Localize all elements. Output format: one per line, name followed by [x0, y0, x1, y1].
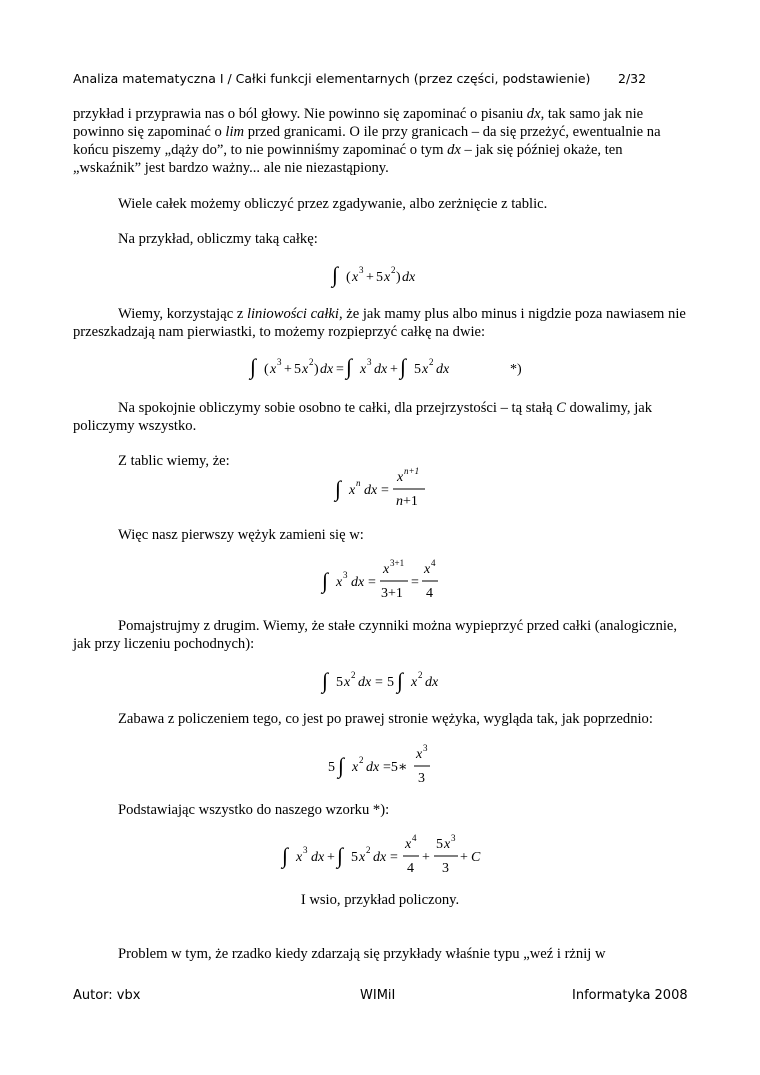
svg-text:x: x — [270, 362, 277, 377]
svg-text:): ) — [396, 270, 401, 285]
svg-text:4: 4 — [407, 861, 414, 876]
svg-text:3: 3 — [343, 570, 348, 580]
svg-text:3: 3 — [423, 743, 428, 753]
svg-text:=: = — [390, 850, 398, 865]
formula-second-integral — [326, 742, 446, 787]
svg-text:3: 3 — [442, 861, 449, 876]
svg-text:5: 5 — [387, 675, 394, 690]
svg-text:2: 2 — [351, 670, 356, 680]
svg-text:x: x — [352, 760, 359, 775]
svg-text:2: 2 — [359, 755, 364, 765]
svg-text:=: = — [368, 575, 376, 590]
svg-text:∫: ∫ — [400, 354, 407, 379]
paragraph-done: I wsio, przykład policzony. — [300, 892, 460, 908]
svg-text:dx: dx — [351, 575, 365, 590]
svg-text:+: + — [327, 850, 335, 865]
svg-text:=: = — [336, 362, 344, 377]
svg-text:5: 5 — [336, 675, 343, 690]
svg-text:x: x — [359, 850, 366, 865]
svg-text:C: C — [471, 850, 481, 865]
svg-text:3+1: 3+1 — [390, 558, 405, 568]
svg-text:2: 2 — [366, 845, 371, 855]
svg-text:dx: dx — [366, 760, 380, 775]
svg-text:3: 3 — [359, 265, 364, 275]
header-title: Analiza matematyczna I / Całki funkcji elementarnych (przez części, podstawienie) — [73, 71, 591, 86]
svg-text:∫: ∫ — [346, 354, 353, 379]
svg-text:dx: dx — [374, 362, 388, 377]
svg-text:5: 5 — [328, 760, 335, 775]
svg-text:=: = — [375, 675, 383, 690]
paragraph-linearity: Wiemy, korzystając z liniowości całki, że jak mamy plus albo minus i nigdzie poza nawiasem nie przeszkadzają nam pierwiastki, to możemy rozpieprzyć całkę na dwie: — [73, 306, 686, 340]
paragraph-guessing: Wiele całek możemy obliczyć przez zgadywanie, albo zerżnięcie z tablic. — [118, 196, 548, 212]
paragraph-intro: przykład i przyprawia nas o ból głowy. Nie powinno się zapominać o pisaniu dx, tak samo jak nie powinno się zapominać o lim przed granicami. O ile przy granicach – da się przeżyć, ewentualnie na końcu piszemy „dąży do”, to nie powinniśmy zapominać o tym dx – jak się później okaże, ten „wskaźnik” jest bardzo ważny... ale nie niezastąpiony. — [73, 106, 661, 176]
svg-text:5: 5 — [414, 362, 421, 377]
paragraph-tables: Z tablic wiemy, że: — [118, 453, 230, 469]
paragraph-example: Na przykład, obliczmy taką całkę: — [118, 231, 318, 247]
svg-text:2: 2 — [309, 357, 314, 367]
svg-text:3: 3 — [418, 771, 425, 786]
svg-text:3+1: 3+1 — [381, 586, 403, 601]
svg-text:+: + — [284, 362, 292, 377]
formula-label: *) — [510, 362, 522, 377]
svg-text:5: 5 — [376, 270, 383, 285]
svg-text:2: 2 — [418, 670, 423, 680]
svg-text:∫: ∫ — [322, 668, 329, 693]
formula-split-integral — [248, 352, 538, 382]
svg-text:∫: ∫ — [332, 262, 339, 287]
svg-text:x: x — [360, 362, 367, 377]
svg-text:n+1: n+1 — [404, 466, 420, 476]
svg-text:x: x — [349, 483, 356, 498]
svg-text:x: x — [383, 562, 390, 577]
svg-text:∫: ∫ — [322, 568, 329, 593]
svg-text:∫: ∫ — [337, 843, 344, 868]
paragraph-right-side: Zabawa z policzeniem tego, co jest po prawej stronie wężyka, wygląda tak, jak poprzednio: — [118, 711, 653, 727]
svg-text:dx: dx — [402, 270, 416, 285]
svg-text:+: + — [460, 850, 468, 865]
svg-text:=: = — [381, 483, 389, 498]
svg-text:x: x — [397, 470, 404, 485]
svg-text:∫: ∫ — [397, 668, 404, 693]
svg-text:n+1: n+1 — [396, 494, 418, 509]
svg-text:4: 4 — [412, 833, 417, 843]
paragraph-substitute: Podstawiając wszystko do naszego wzorku *): — [118, 802, 390, 818]
svg-text:x: x — [416, 747, 423, 762]
svg-text:dx: dx — [311, 850, 325, 865]
svg-text:4: 4 — [426, 586, 433, 601]
svg-text:x: x — [424, 562, 431, 577]
formula-constant-out — [320, 665, 450, 695]
formula-power-rule — [333, 465, 443, 510]
svg-text:(: ( — [264, 362, 269, 377]
svg-text:): ) — [314, 362, 319, 377]
svg-text:3: 3 — [303, 845, 308, 855]
page-number: 2/32 — [618, 71, 647, 86]
svg-text:5: 5 — [351, 850, 358, 865]
svg-text:3: 3 — [367, 357, 372, 367]
svg-text:x: x — [302, 362, 309, 377]
svg-text:dx: dx — [358, 675, 372, 690]
svg-text:x: x — [444, 837, 451, 852]
svg-text:∫: ∫ — [338, 753, 345, 778]
svg-text:=: = — [411, 575, 419, 590]
svg-text:+: + — [422, 850, 430, 865]
paragraph-separately: Na spokojnie obliczymy sobie osobno te całki, dla przejrzystości – tą stałą C dowalimy, jak policzymy wszystko. — [73, 400, 653, 434]
svg-text:dx: dx — [373, 850, 387, 865]
footer-center: WIMiI — [360, 988, 396, 1003]
svg-text:3: 3 — [277, 357, 282, 367]
svg-text:x: x — [352, 270, 359, 285]
svg-text:5: 5 — [436, 837, 443, 852]
svg-text:+: + — [390, 362, 398, 377]
svg-text:+: + — [366, 270, 374, 285]
paragraph-problem: Problem w tym, że rzadko kiedy zdarzają się przykłady właśnie typu „weź i rżnij w — [118, 946, 606, 962]
svg-text:∫: ∫ — [250, 354, 257, 379]
svg-text:dx: dx — [320, 362, 334, 377]
svg-text:x: x — [405, 837, 412, 852]
svg-text:5: 5 — [294, 362, 301, 377]
svg-text:dx: dx — [436, 362, 450, 377]
paragraph-constant-factors: Pomajstrujmy z drugim. Wiemy, że stałe czynniki można wypieprzyć przed całki (analogicznie, jak przy liczeniu pochodnych): — [73, 618, 678, 652]
footer-author: Autor: vbx — [73, 988, 141, 1003]
footer-right: Informatyka 2008 — [572, 988, 688, 1003]
svg-text:x: x — [384, 270, 391, 285]
svg-text:=5∗: =5∗ — [383, 760, 408, 775]
svg-text:4: 4 — [431, 558, 436, 568]
svg-text:2: 2 — [429, 357, 434, 367]
svg-text:∫: ∫ — [335, 476, 342, 501]
svg-text:dx: dx — [425, 675, 439, 690]
formula-integral-sum — [330, 260, 440, 290]
svg-text:x: x — [344, 675, 351, 690]
svg-text:∫: ∫ — [282, 843, 289, 868]
svg-text:x: x — [422, 362, 429, 377]
svg-text:x: x — [411, 675, 418, 690]
paragraph-first-integral: Więc nasz pierwszy wężyk zamieni się w: — [118, 527, 364, 543]
formula-x-cubed — [320, 557, 450, 602]
svg-text:dx: dx — [364, 483, 378, 498]
svg-text:n: n — [356, 478, 361, 488]
svg-text:x: x — [296, 850, 303, 865]
svg-text:2: 2 — [391, 265, 396, 275]
svg-text:(: ( — [346, 270, 351, 285]
svg-text:3: 3 — [451, 833, 456, 843]
formula-final-result — [280, 832, 490, 877]
svg-text:x: x — [336, 575, 343, 590]
